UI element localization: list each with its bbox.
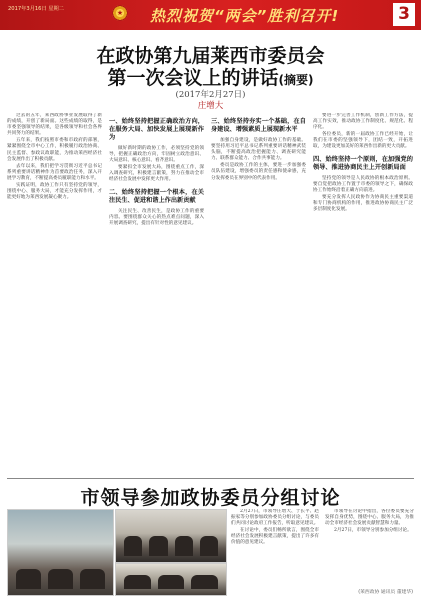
article-column-3 — [211, 113, 306, 473]
paragraph: 2月27日，市领导庄增大、于长平、赵振家等分别参加政协委员分组讨论，与委员们共同讨论政府工作报告，听取意见建议。 — [231, 509, 319, 527]
page-banner — [0, 0, 421, 30]
paragraph: 市领导在讨论中指出，各位委员要充分发挥自身优势，围绕中心、服务大局，为推动全市经济社会发展贡献智慧和力量。 — [325, 509, 414, 527]
paragraph: 去年以来，我们把学习贯彻习近平总书记系列重要讲话精神作为首要政治任务，深入开展学习教育，不断提高委员履职能力和水平。 — [7, 163, 102, 181]
paragraph: 要紧扣全市发展大局，围绕重点工作，深入调查研究，积极建言献策，努力在推动全市经济社会发展中发挥更大作用。 — [109, 165, 204, 183]
article-headline-line1: 在政协第九届莱西市委员会 — [96, 45, 325, 67]
paragraph: 2月27日，市领导分别参加分组讨论。 — [334, 528, 412, 534]
report-column-2 — [325, 509, 414, 587]
article-author: 庄增大 — [197, 101, 224, 111]
section-heading-3: 三、始终坚持夯实一个基础，在自身建设、增强素质上展现新水平 — [211, 118, 306, 133]
article-headline-line2 — [0, 63, 421, 90]
section-heading-4: 四、始终坚持一个原则，在加强党的领导、推进协商民主上开创新局面 — [313, 155, 413, 171]
meeting-photo — [7, 509, 114, 596]
paragraph: 关注民生、改善民生，是政协工作的重要内容。要围绕群众关心的热点难点问题，深入开展调查研究，提出有针对性的意见建议。 — [109, 208, 204, 226]
article-column-4 — [313, 113, 413, 473]
paragraph: 五年来，我们按照市委和市政府的部署，紧紧围绕全市中心工作，积极履行政治协商、民主监督、参政议政职能，为推动莱西经济社会发展作出了积极贡献。 — [7, 138, 102, 162]
paragraph: 过去的五年，莱西政协事业发展取得了新的成绩，开创了新局面。这些成绩的取得，是市委坚强领导的结果，是各级领导和社会各界共同努力的结果。 — [7, 113, 102, 137]
article-headline-note: (摘要) — [278, 73, 314, 87]
article-headline-line2-text: 第一次会议上的讲话 — [107, 67, 279, 89]
paragraph: 加强自身建设，是做好政协工作的基础。要坚持用习近平总书记系列重要讲话精神武装头脑，不断提高政治把握能力、调查研究能力、联系群众能力、合作共事能力。 — [211, 138, 306, 162]
article-column-2 — [109, 113, 204, 473]
section-heading-2: 二、始终坚持把握一个根本，在关注民生、促进和谐上作出新贡献 — [109, 188, 204, 204]
paragraph: 委员是政协工作的主体，要进一步加强委员队伍建设，增强委员的责任感和使命感，充分发挥委员在界别中的代表作用。 — [211, 163, 306, 181]
paragraph: 各位委员，新的一届政协工作已经开始，让我们在市委的坚强领导下，团结一致，开拓进取，为建设更加美好的莱西作出新的更大贡献。 — [313, 132, 413, 150]
banner-title: 热烈祝贺“两会”胜利召开! — [150, 7, 340, 25]
issue-date: 2017年3月16日 星期二 — [8, 6, 64, 12]
cppcc-emblem-icon: ★ — [112, 5, 128, 21]
paragraph: 实践证明，政协工作只有坚持党的领导，围绕中心、服务大局，才能充分发挥作用，才能更好地为莱西发展凝心聚力。 — [7, 183, 102, 201]
discussion-photo — [115, 509, 227, 563]
paragraph: 要充分发挥人民政协作为协商民主重要渠道和专门协商机构的作用，推进政协协商民主广泛多层制度化发展。 — [313, 194, 413, 213]
article-column-1 — [7, 113, 102, 473]
report-column-1 — [231, 509, 319, 587]
article-date: (2017年2月27日) — [175, 90, 246, 100]
paragraph: 要进一步完善工作机制，创新工作方法，提高工作实效，推动政协工作制度化、规范化、程序化。 — [313, 113, 413, 131]
section-heading-1: 一、始终坚持把握正确政治方向，在服务大局、加快发展上展现新作为 — [109, 118, 204, 141]
paragraph: 坚持党的领导是人民政协的根本政治原则。要自觉把政协工作置于市委的领导之下，确保政协工作始终沿着正确方向前进。 — [313, 175, 413, 193]
photo-credit: (莱西政协 通讯员 董建华) — [358, 590, 413, 595]
paragraph: 在讨论中，委员们畅所欲言，围绕全市经济社会发展积极建言献策，提出了许多有价值的意见建议。 — [231, 528, 319, 546]
page-number: 3 — [393, 3, 415, 26]
paragraph: 做好新时期的政协工作，必须坚持党的领导，把握正确政治方向，牢固树立政治意识、大局意识、核心意识、看齐意识。 — [109, 146, 204, 164]
group-photo — [115, 563, 227, 596]
section-divider — [7, 478, 414, 479]
report-headline: 市领导参加政协委员分组讨论 — [80, 487, 341, 509]
